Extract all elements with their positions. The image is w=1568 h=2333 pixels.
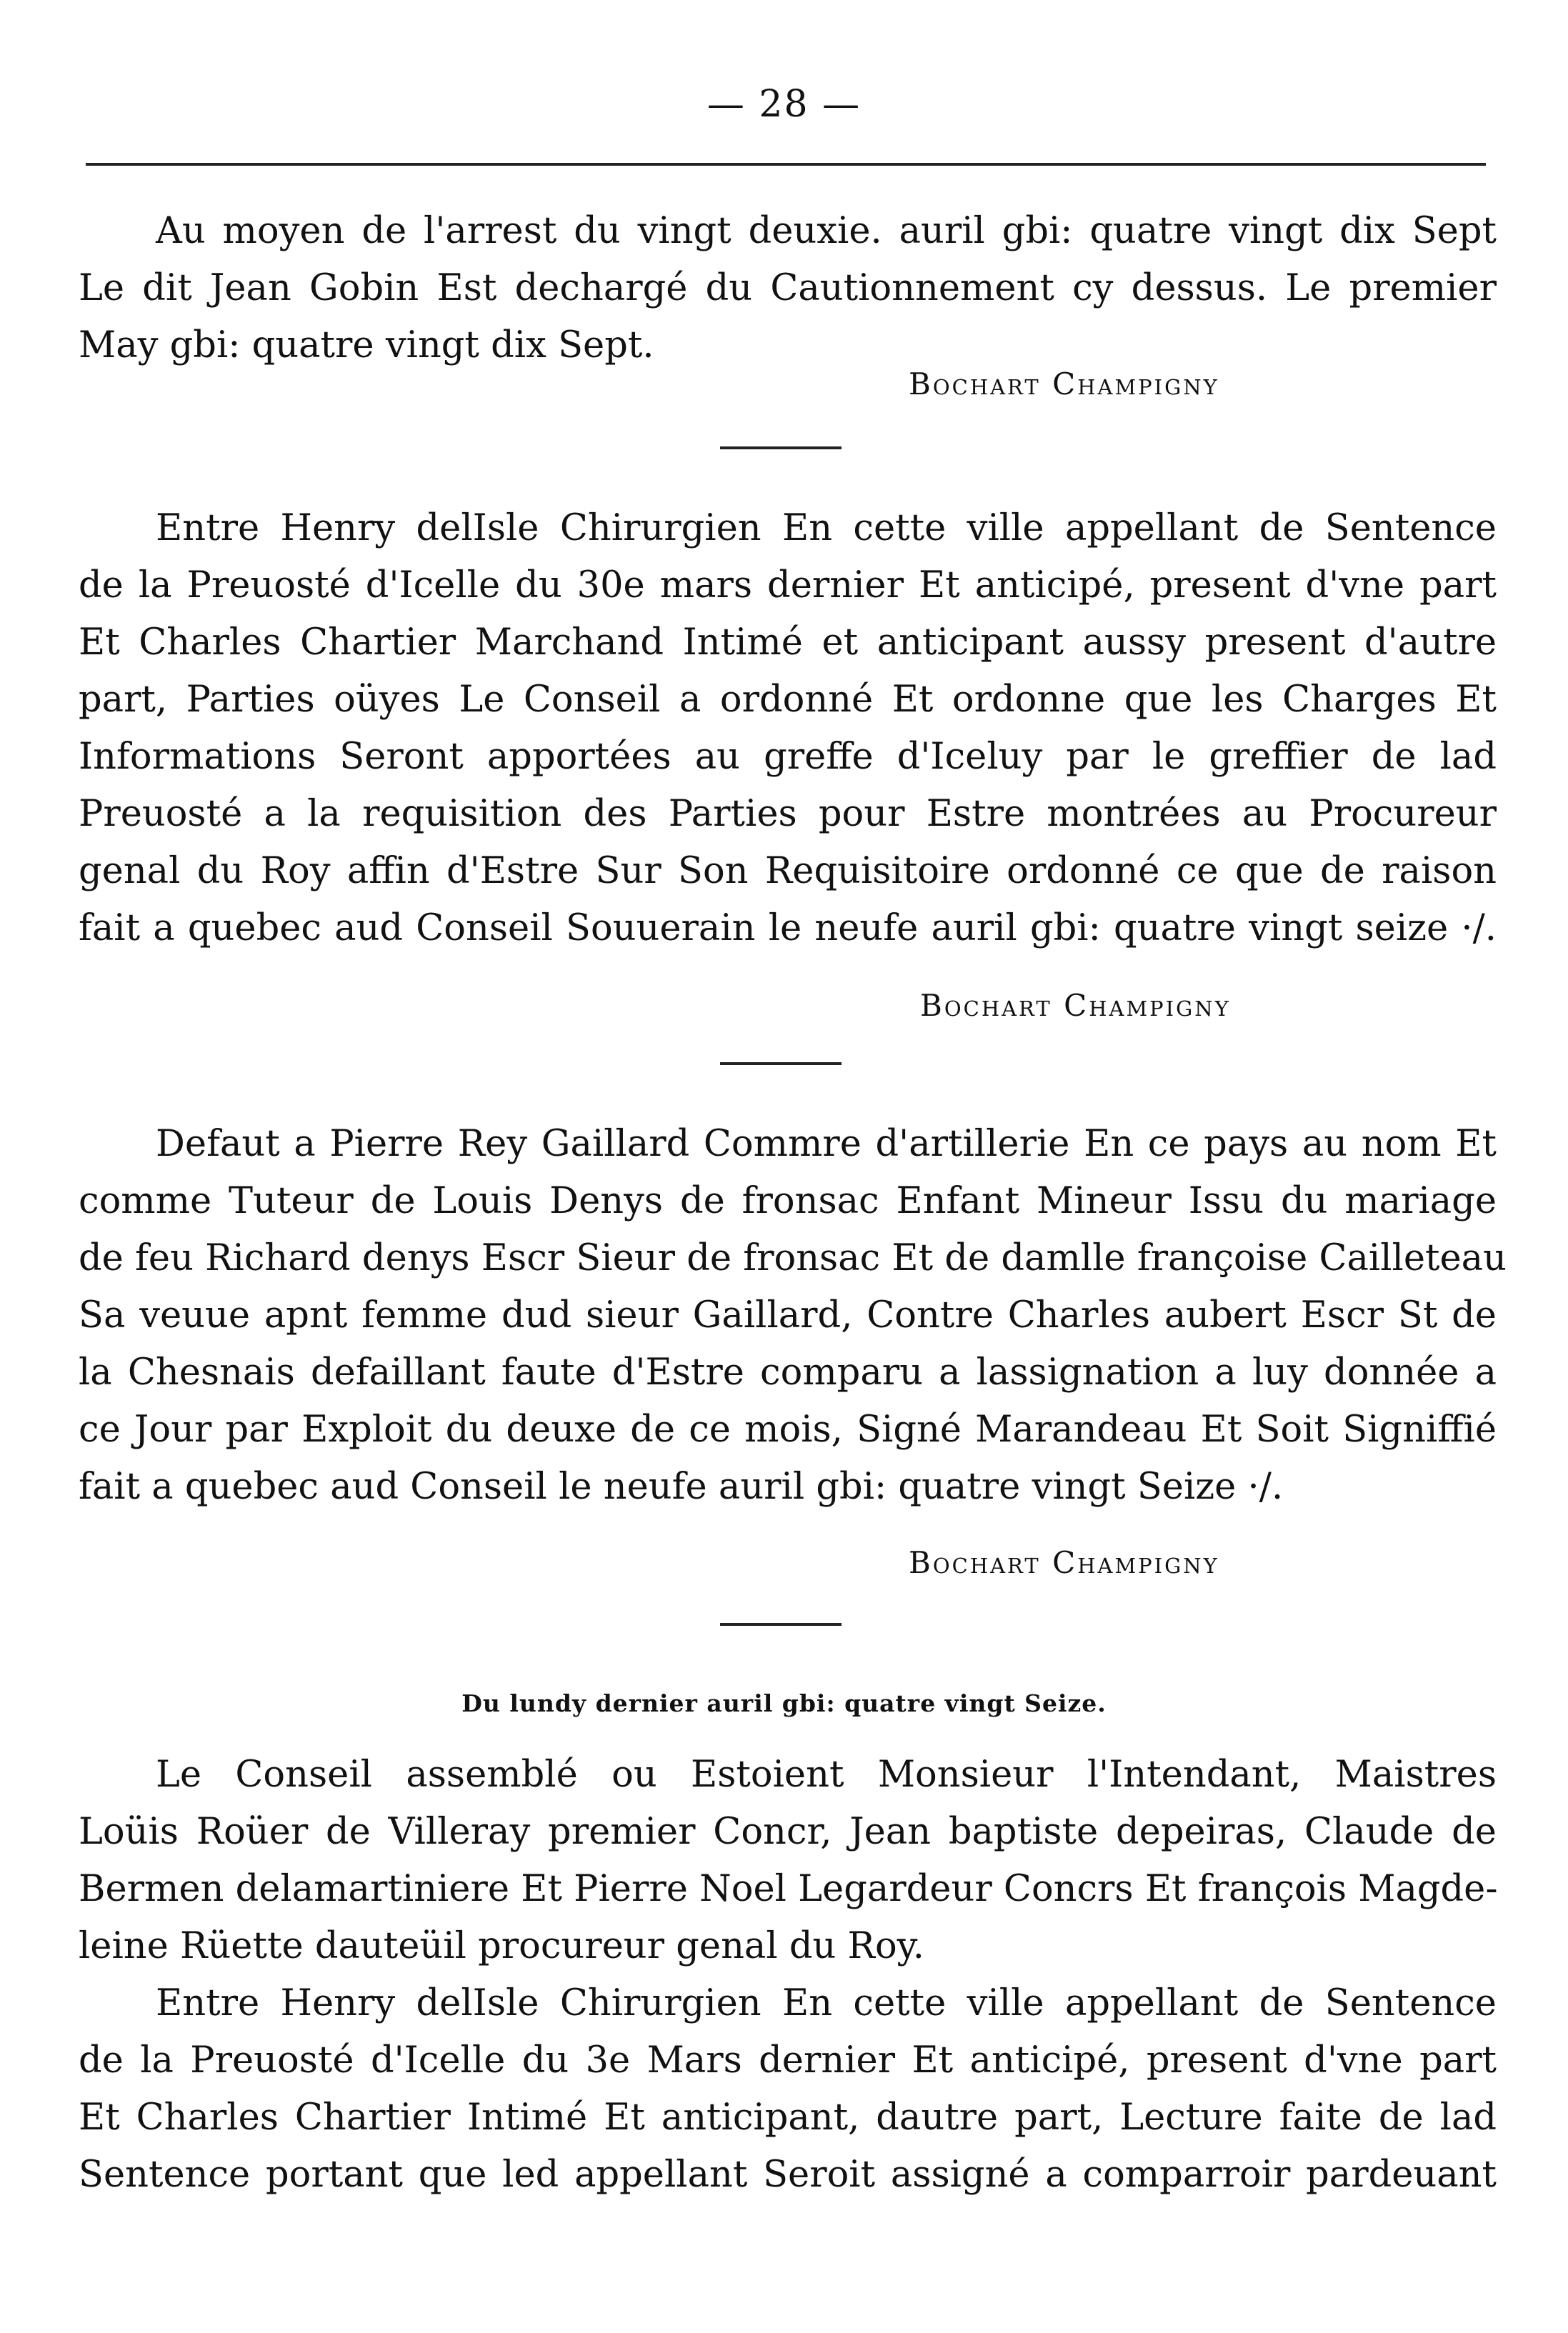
separator-rule <box>720 446 842 449</box>
signature: Bochart Champigny <box>920 988 1231 1023</box>
text-line: Le dit Jean Gobin Est dechargé du Cautionnement cy dessus. Le premier <box>79 267 1497 309</box>
text-line: Preuosté a la requisition des Parties pour Estre montrées au Procureur <box>79 793 1497 835</box>
text-line: de feu Richard denys Escr Sieur de fronsac Et de damlle françoise Cailleteau <box>79 1237 1507 1279</box>
text-line: Sentence portant que led appellant Seroit assigné a comparroir pardeuant <box>79 2154 1497 2196</box>
text-line: fait a quebec aud Conseil le neufe auril gbi: quatre vingt Seize ·/. <box>79 1466 1284 1508</box>
text-line: Bermen delamartiniere Et Pierre Noel Legardeur Concrs Et françois Magde- <box>79 1868 1498 1910</box>
text-line: Defaut a Pierre Rey Gaillard Commre d'artillerie En ce pays au nom Et <box>156 1123 1497 1165</box>
separator-rule <box>720 1062 842 1065</box>
signature: Bochart Champigny <box>909 366 1219 401</box>
session-heading: Du lundy dernier auril gbi: quatre vingt Seize. <box>461 1689 1107 1717</box>
text-line: fait a quebec aud Conseil Souuerain le neufe auril gbi: quatre vingt seize ·/. <box>79 907 1497 949</box>
session-assembly <box>79 1747 1497 2204</box>
text-line: genal du Roy affin d'Estre Sur Son Requisitoire ordonné ce que de raison <box>79 850 1497 892</box>
separator-rule <box>720 1623 842 1626</box>
entry-delisle-chartier <box>79 500 1497 957</box>
text-line: Et Charles Chartier Intimé Et anticipant, dautre part, Lecture faite de lad <box>79 2097 1497 2139</box>
text-line: comme Tuteur de Louis Denys de fronsac Enfant Mineur Issu du mariage <box>79 1180 1497 1222</box>
signature: Bochart Champigny <box>909 1545 1219 1580</box>
header-rule <box>86 163 1486 166</box>
text-line: ce Jour par Exploit du deuxe de ce mois, Signé Marandeau Et Soit Signiffié <box>79 1409 1497 1451</box>
text-line: Entre Henry delIsle Chirurgien En cette ville appellant de Sentence <box>156 507 1497 549</box>
text-line: Au moyen de l'arrest du vingt deuxie. auril gbi: quatre vingt dix Sept <box>156 210 1497 252</box>
text-line: la Chesnais defaillant faute d'Estre comparu a lassignation a luy donnée a <box>79 1352 1497 1394</box>
entry-defaut-gaillard <box>79 1116 1507 1516</box>
page-number: — 28 — <box>706 83 862 126</box>
text-line: Et Charles Chartier Marchand Intimé et anticipant aussy present d'autre <box>79 621 1497 664</box>
text-line: leine Rüette dauteüil procureur genal du Roy. <box>79 1925 924 1967</box>
text-line: de la Preuosté d'Icelle du 30e mars dernier Et anticipé, present d'vne part <box>79 564 1497 606</box>
text-line: de la Preuosté d'Icelle du 3e Mars dernier Et anticipé, present d'vne part <box>79 2039 1497 2082</box>
text-line: May gbi: quatre vingt dix Sept. <box>79 324 654 366</box>
text-line: part, Parties oüyes Le Conseil a ordonné Et ordonne que les Charges Et <box>79 679 1497 721</box>
text-line: Entre Henry delIsle Chirurgien En cette ville appellant de Sentence <box>156 1982 1497 2024</box>
text-line: Sa veuue apnt femme dud sieur Gaillard, Contre Charles aubert Escr St de <box>79 1294 1497 1337</box>
text-line: Informations Seront apportées au greffe d'Iceluy par le greffier de lad <box>79 736 1497 778</box>
text-line: Le Conseil assemblé ou Estoient Monsieur l'Intendant, Maistres <box>156 1754 1497 1796</box>
entry-gobin-discharge <box>79 203 1497 374</box>
text-line: Loüis Roüer de Villeray premier Concr, Jean baptiste depeiras, Claude de <box>79 1811 1497 1853</box>
